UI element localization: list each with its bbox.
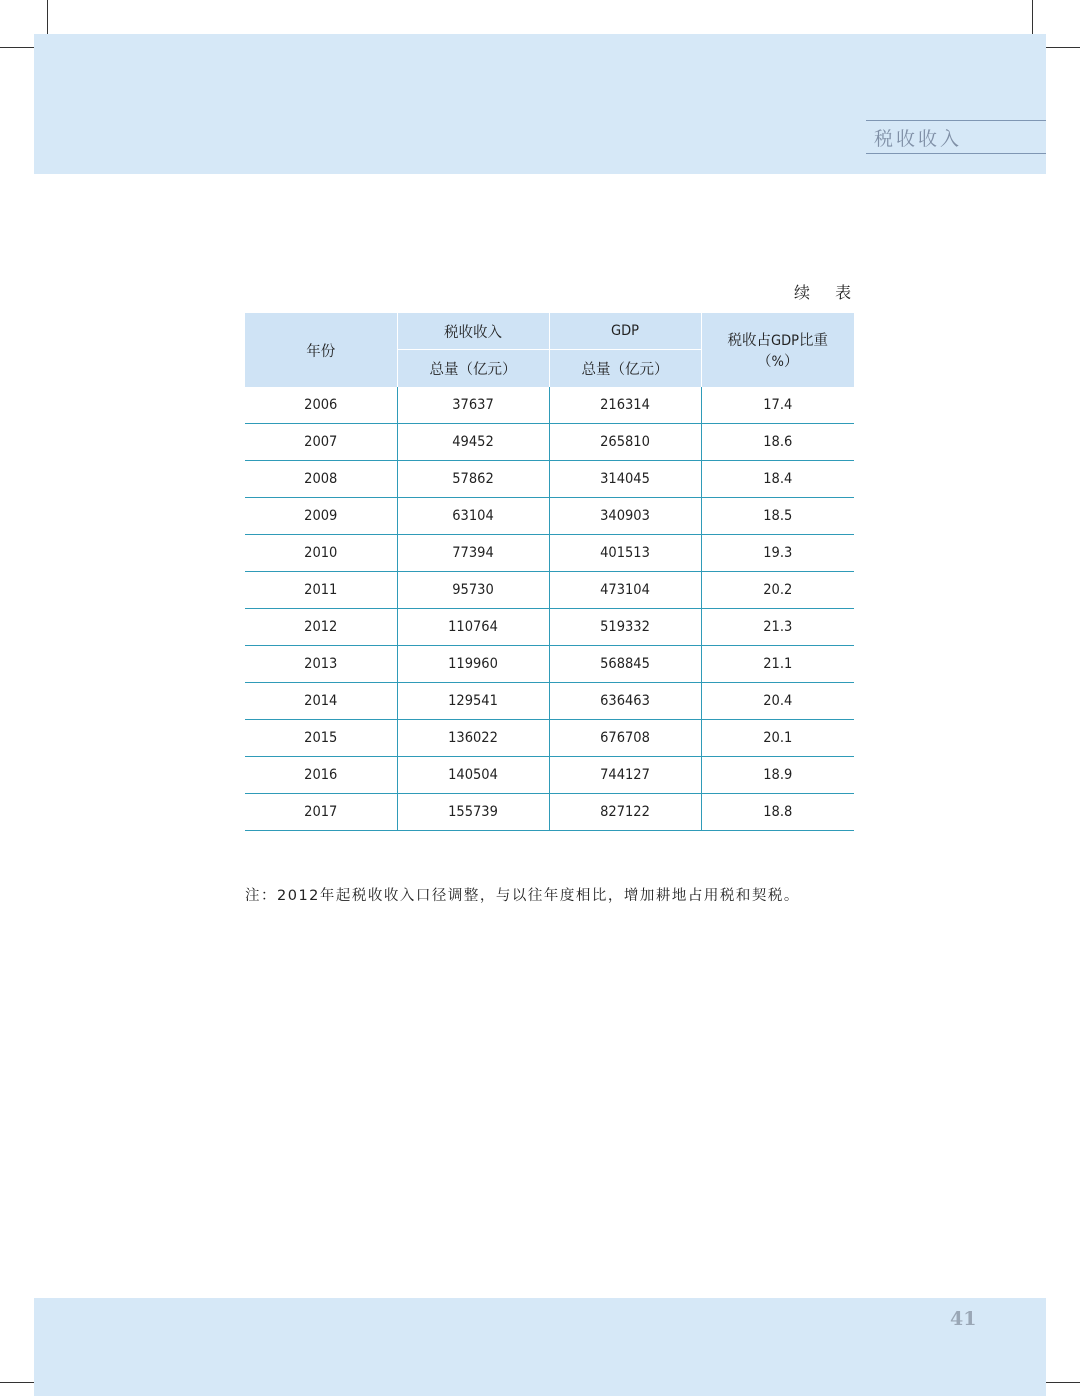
table-row [245, 646, 854, 683]
cell-tax-gdp-ratio: 20.4 [701, 683, 854, 720]
crop-mark [1032, 0, 1033, 34]
cell-gdp-total: 314045 [549, 461, 701, 498]
cell-tax-gdp-ratio: 18.6 [701, 424, 854, 461]
cell-tax-gdp-ratio: 19.3 [701, 535, 854, 572]
cell-tax-total: 57862 [397, 461, 549, 498]
cell-tax-gdp-ratio: 21.3 [701, 609, 854, 646]
cell-tax-gdp-ratio: 17.4 [701, 387, 854, 424]
crop-mark [0, 1382, 34, 1383]
cell-year: 2016 [245, 757, 397, 794]
cell-tax-gdp-ratio: 21.1 [701, 646, 854, 683]
crop-mark [47, 0, 48, 34]
cell-year: 2013 [245, 646, 397, 683]
header-tax-group: 税收收入 [397, 313, 549, 350]
cell-tax-gdp-ratio: 20.2 [701, 572, 854, 609]
cell-gdp-total: 401513 [549, 535, 701, 572]
cell-gdp-total: 265810 [549, 424, 701, 461]
cell-gdp-total: 473104 [549, 572, 701, 609]
cell-year: 2015 [245, 720, 397, 757]
cell-tax-total: 129541 [397, 683, 549, 720]
cell-tax-total: 37637 [397, 387, 549, 424]
continued-label: 续 表 [794, 283, 862, 302]
section-title: 税收收入 [874, 128, 963, 150]
table-row [245, 609, 854, 646]
cell-tax-total: 77394 [397, 535, 549, 572]
table-body [245, 387, 854, 831]
header-year: 年份 [245, 313, 397, 387]
crop-mark [1046, 47, 1080, 48]
table-note: 注：2012年起税收收入口径调整，与以往年度相比，增加耕地占用税和契税。 [245, 888, 800, 904]
cell-tax-gdp-ratio: 18.4 [701, 461, 854, 498]
footer-band [34, 1298, 1046, 1396]
table-row [245, 683, 854, 720]
header-tax-sub: 总量（亿元） [397, 350, 549, 388]
table-row [245, 794, 854, 831]
table-row [245, 387, 854, 424]
header-gdp-sub: 总量（亿元） [549, 350, 701, 388]
cell-year: 2014 [245, 683, 397, 720]
table-row [245, 424, 854, 461]
cell-gdp-total: 744127 [549, 757, 701, 794]
crop-mark [1046, 1382, 1080, 1383]
table-row [245, 498, 854, 535]
header-ratio [701, 313, 854, 387]
cell-gdp-total: 340903 [549, 498, 701, 535]
cell-year: 2010 [245, 535, 397, 572]
cell-tax-total: 110764 [397, 609, 549, 646]
cell-tax-gdp-ratio: 18.8 [701, 794, 854, 831]
cell-tax-total: 155739 [397, 794, 549, 831]
cell-tax-total: 63104 [397, 498, 549, 535]
table-row [245, 720, 854, 757]
cell-year: 2007 [245, 424, 397, 461]
crop-mark [0, 47, 34, 48]
page-number: 41 [950, 1308, 977, 1330]
cell-tax-total: 95730 [397, 572, 549, 609]
cell-tax-gdp-ratio: 18.9 [701, 757, 854, 794]
cell-tax-total: 140504 [397, 757, 549, 794]
cell-year: 2011 [245, 572, 397, 609]
table-row [245, 461, 854, 498]
section-title-box [866, 120, 1046, 154]
cell-tax-gdp-ratio: 20.1 [701, 720, 854, 757]
cell-gdp-total: 216314 [549, 387, 701, 424]
table-row [245, 535, 854, 572]
tax-revenue-table [245, 313, 854, 831]
cell-gdp-total: 568845 [549, 646, 701, 683]
cell-tax-total: 136022 [397, 720, 549, 757]
cell-gdp-total: 676708 [549, 720, 701, 757]
cell-tax-gdp-ratio: 18.5 [701, 498, 854, 535]
header-gdp-group: GDP [549, 313, 701, 350]
cell-gdp-total: 827122 [549, 794, 701, 831]
cell-year: 2008 [245, 461, 397, 498]
cell-year: 2009 [245, 498, 397, 535]
header-ratio-line1: 税收占GDP比重 [727, 333, 829, 349]
cell-tax-total: 119960 [397, 646, 549, 683]
table-row [245, 572, 854, 609]
table-row [245, 757, 854, 794]
cell-tax-total: 49452 [397, 424, 549, 461]
table-header-row [245, 313, 854, 350]
cell-year: 2006 [245, 387, 397, 424]
header-ratio-line2: （%） [757, 354, 799, 370]
cell-year: 2017 [245, 794, 397, 831]
cell-year: 2012 [245, 609, 397, 646]
cell-gdp-total: 519332 [549, 609, 701, 646]
cell-gdp-total: 636463 [549, 683, 701, 720]
